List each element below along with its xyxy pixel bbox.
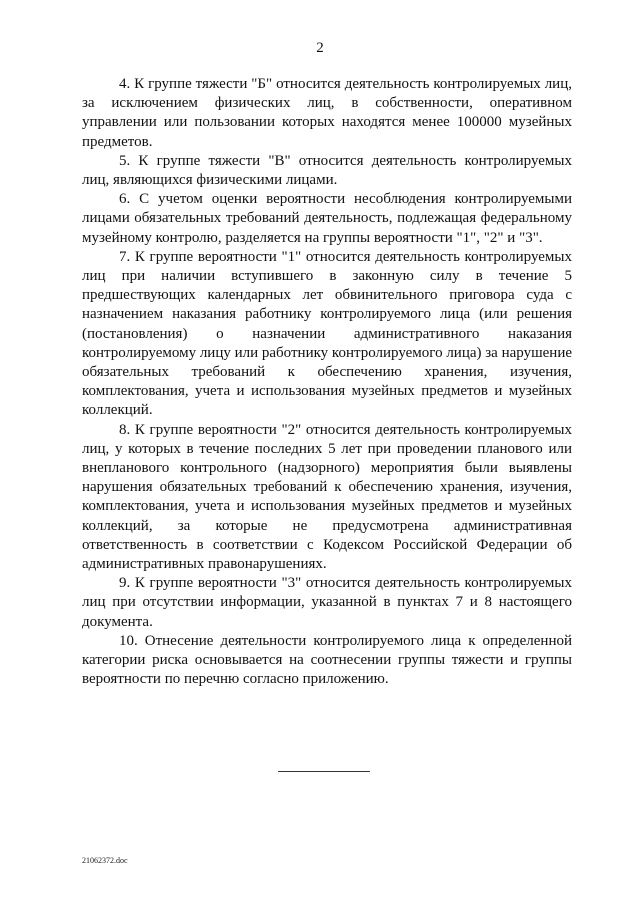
page-number: 2: [316, 40, 324, 56]
paragraph-4: 4. К группе тяжести "Б" относится деятельность контролируемых лиц, за исключением физических лиц, в собственности, оперативном управлении или пользовании которых находятся менее 100000 музейных предметов.: [82, 76, 572, 150]
paragraph-8: 8. К группе вероятности "2" относится деятельность контролируемых лиц, у которых в течение последних 5 лет при проведении планового или внепланового контрольного (надзорного) мероприятия были выявлены нарушения обязательных требований к обеспечению хранения, изучения, комплектования, учета и использования музейных предметов и музейных коллекций, за которые не предусмотрена административная ответственность в соответствии с Кодексом Российской Федерации об административных правонарушениях.: [82, 421, 572, 573]
document-body: [82, 75, 572, 690]
paragraph-9: 9. К группе вероятности "3" относится деятельность контролируемых лиц при отсутствии информации, указанной в пунктах 7 и 8 настоящего документа.: [82, 575, 572, 630]
paragraph-10: 10. Отнесение деятельности контролируемого лица к определенной категории риска основывается на соотнесении группы тяжести и группы вероятности по перечню согласно приложению.: [82, 632, 572, 688]
file-reference: 21062372.doc: [82, 856, 128, 865]
end-separator-line: [278, 771, 370, 772]
paragraph-5: 5. К группе тяжести "В" относится деятельность контролируемых лиц, являющихся физическими лицами.: [82, 152, 572, 189]
paragraph-7: 7. К группе вероятности "1" относится деятельность контролируемых лиц при наличии вступившего в законную силу в течение 5 предшествующих календарных лет обвинительного приговора суда с назначением наказания работнику контролируемого лица (или решения (постановления) о назначении административного наказания контролируемому лицу или работнику контролируемого лица) за нарушение обязательных требований к обеспечению хранения, изучения, комплектования, учета и использования музейных предметов и музейных коллекций.: [82, 248, 572, 419]
paragraph-6: 6. С учетом оценки вероятности несоблюдения контролируемыми лицами обязательных требований деятельность, подлежащая федеральному музейному контролю, разделяется на группы вероятности "1", "2" и "3".: [82, 191, 572, 246]
